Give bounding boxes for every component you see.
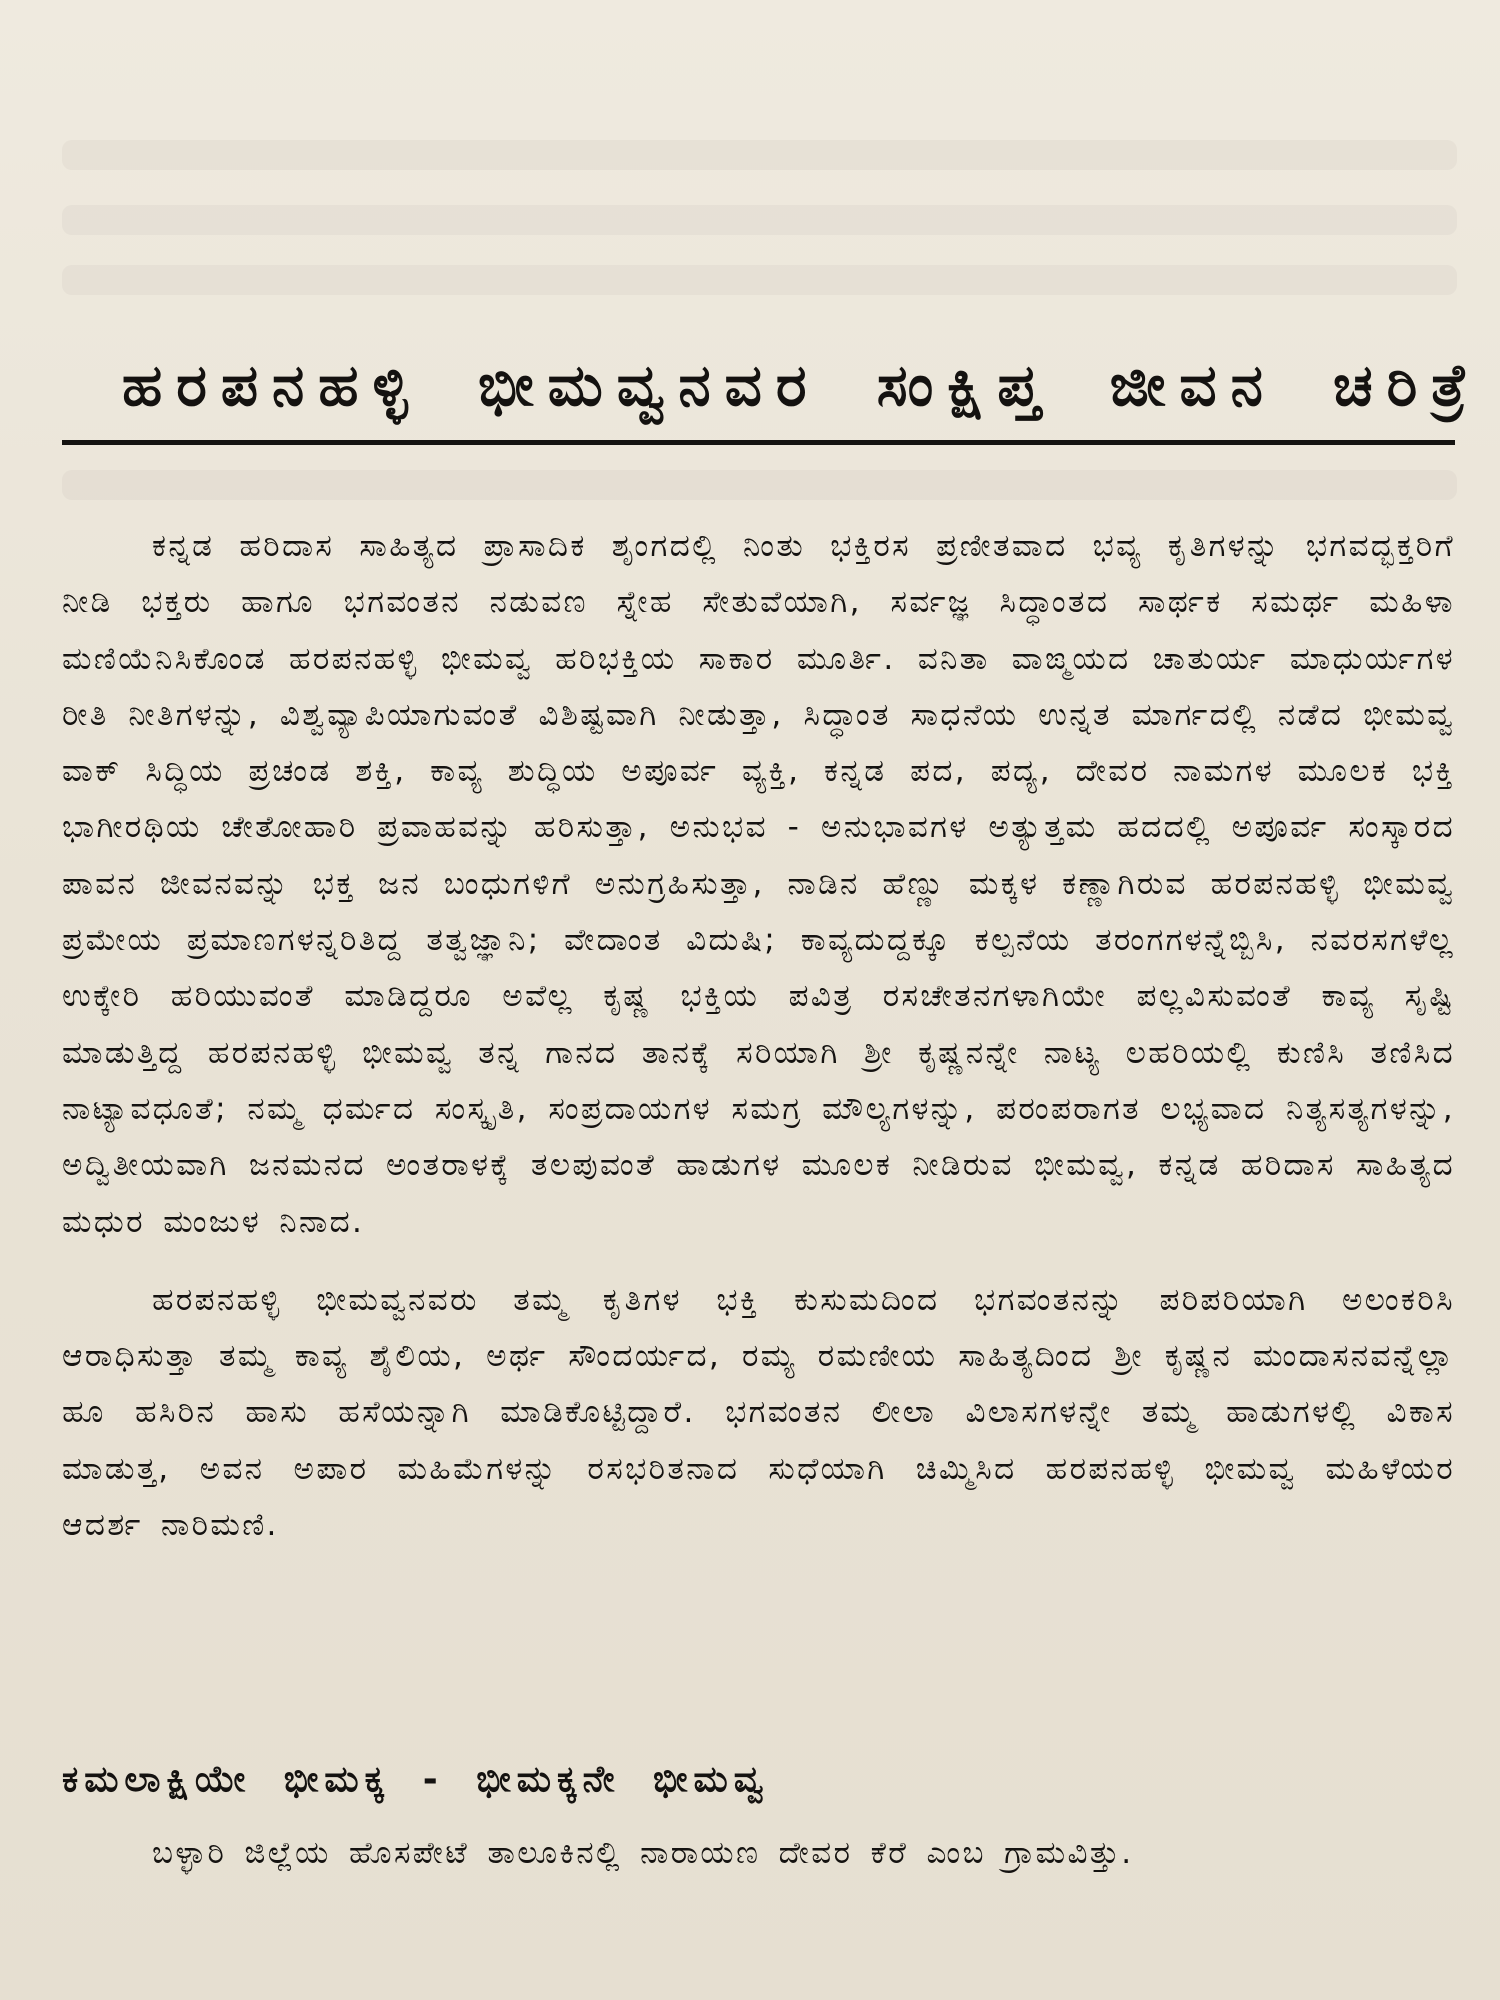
- bleed-through-band: [62, 140, 1457, 170]
- paragraph-3: ಬಳ್ಳಾರಿ ಜಿಲ್ಲೆಯ ಹೊಸಪೇಟೆ ತಾಲೂಕಿನಲ್ಲಿ ನಾರಾಯಣ ದೇವರ ಕೆರೆ ಎಂಬ ಗ್ರಾಮವಿತ್ತು.: [152, 1835, 1134, 1871]
- paragraph-2: ಹರಪನಹಳ್ಳಿ ಭೀಮವ್ವನವರು ತಮ್ಮ ಕೃತಿಗಳ ಭಕ್ತಿ ಕುಸುಮದಿಂದ ಭಗವಂತನನ್ನು ಪರಿಪರಿಯಾಗಿ ಅಲಂಕರಿಸಿ ಆರಾಧಿಸುತ್ತಾ ತಮ್ಮ ಕಾವ್ಯ ಶೈಲಿಯ, ಅರ್ಥ ಸೌಂದರ್ಯದ, ರಮ್ಯ ರಮಣೀಯ ಸಾಹಿತ್ಯದಿಂದ ಶ್ರೀ ಕೃಷ್ಣನ ಮಂದಾಸನವನ್ನೆಲ್ಲಾ ಹೂ ಹಸಿರಿನ ಹಾಸು ಹಸೆಯನ್ನಾಗಿ ಮಾಡಿಕೊಟ್ಟಿದ್ದಾರೆ. ಭಗವಂತನ ಲೀಲಾ ವಿಲಾಸಗಳನ್ನೇ ತಮ್ಮ ಹಾಡುಗಳಲ್ಲಿ ವಿಕಾಸ ಮಾಡುತ್ತ, ಅವನ ಅಪಾರ ಮಹಿಮೆಗಳನ್ನು ರಸಭರಿತನಾದ ಸುಧೆಯಾಗಿ ಚಿಮ್ಮಿಸಿದ ಹರಪನಹಳ್ಳಿ ಭೀಮವ್ವ ಮಹಿಳೆಯರ ಆದರ್ಶ ನಾರಿಮಣಿ.: [62, 1281, 1455, 1544]
- paragraph-1: ಕನ್ನಡ ಹರಿದಾಸ ಸಾಹಿತ್ಯದ ಪ್ರಾಸಾದಿಕ ಶೃಂಗದಲ್ಲಿ ನಿಂತು ಭಕ್ತಿರಸ ಪ್ರಣೀತವಾದ ಭವ್ಯ ಕೃತಿಗಳನ್ನು ಭಗವದ್ಭಕ್ತರಿಗೆ ನೀಡಿ ಭಕ್ತರು ಹಾಗೂ ಭಗವಂತನ ನಡುವಣ ಸ್ನೇಹ ಸೇತುವೆಯಾಗಿ, ಸರ್ವಜ್ಞ ಸಿದ್ಧಾಂತದ ಸಾರ್ಥಕ ಸಮರ್ಥ ಮಹಿಳಾ ಮಣಿಯೆನಿಸಿಕೊಂಡ ಹರಪನಹಳ್ಳಿ ಭೀಮವ್ವ ಹರಿಭಕ್ತಿಯ ಸಾಕಾರ ಮೂರ್ತಿ. ವನಿತಾ ವಾಙ್ಮಯದ ಚಾತುರ್ಯ ಮಾಧುರ್ಯಗಳ ರೀತಿ ನೀತಿಗಳನ್ನು, ವಿಶ್ವವ್ಯಾಪಿಯಾಗುವಂತೆ ವಿಶಿಷ್ಟವಾಗಿ ನೀಡುತ್ತಾ, ಸಿದ್ಧಾಂತ ಸಾಧನೆಯ ಉನ್ನತ ಮಾರ್ಗದಲ್ಲಿ ನಡೆದ ಭೀಮವ್ವ ವಾಕ್ ಸಿದ್ಧಿಯ ಪ್ರಚಂಡ ಶಕ್ತಿ, ಕಾವ್ಯ ಶುದ್ಧಿಯ ಅಪೂರ್ವ ವ್ಯಕ್ತಿ, ಕನ್ನಡ ಪದ, ಪದ್ಯ, ದೇವರ ನಾಮಗಳ ಮೂಲಕ ಭಕ್ತಿ ಭಾಗೀರಥಿಯ ಚೇತೋಹಾರಿ ಪ್ರವಾಹವನ್ನು ಹರಿಸುತ್ತಾ, ಅನುಭವ - ಅನುಭಾವಗಳ ಅತ್ಯುತ್ತಮ ಹದದಲ್ಲಿ ಅಪೂರ್ವ ಸಂಸ್ಕಾರದ ಪಾವನ ಜೀವನವನ್ನು ಭಕ್ತ ಜನ ಬಂಧುಗಳಿಗೆ ಅನುಗ್ರಹಿಸುತ್ತಾ, ನಾಡಿನ ಹೆಣ್ಣು ಮಕ್ಕಳ ಕಣ್ಣಾಗಿರುವ ಹರಪನಹಳ್ಳಿ ಭೀಮವ್ವ ಪ್ರಮೇಯ ಪ್ರಮಾಣಗಳನ್ನರಿತಿದ್ದ ತತ್ವಜ್ಞಾನಿ; ವೇದಾಂತ ವಿದುಷಿ; ಕಾವ್ಯದುದ್ದಕ್ಕೂ ಕಲ್ಪನೆಯ ತರಂಗಗಳನ್ನೆಬ್ಬಿಸಿ, ನವರಸಗಳೆಲ್ಲ ಉಕ್ಕೇರಿ ಹರಿಯುವಂತೆ ಮಾಡಿದ್ದರೂ ಅವೆಲ್ಲ ಕೃಷ್ಣ ಭಕ್ತಿಯ ಪವಿತ್ರ ರಸಚೇತನಗಳಾಗಿಯೇ ಪಲ್ಲವಿಸುವಂತೆ ಕಾವ್ಯ ಸೃಷ್ಟಿ ಮಾಡುತ್ತಿದ್ದ ಹರಪನಹಳ್ಳಿ ಭೀಮವ್ವ ತನ್ನ ಗಾನದ ತಾನಕ್ಕೆ ಸರಿಯಾಗಿ ಶ್ರೀ ಕೃಷ್ಣನನ್ನೇ ನಾಟ್ಯ ಲಹರಿಯಲ್ಲಿ ಕುಣಿಸಿ ತಣಿಸಿದ ನಾಟ್ಯಾವಧೂತೆ; ನಮ್ಮ ಧರ್ಮದ ಸಂಸ್ಕೃತಿ, ಸಂಪ್ರದಾಯಗಳ ಸಮಗ್ರ ಮೌಲ್ಯಗಳನ್ನು, ಪರಂಪರಾಗತ ಲಭ್ಯವಾದ ನಿತ್ಯಸತ್ಯಗಳನ್ನು, ಅದ್ವಿತೀಯವಾಗಿ ಜನಮನದ ಅಂತರಾಳಕ್ಕೆ ತಲಪುವಂತೆ ಹಾಡುಗಳ ಮೂಲಕ ನೀಡಿರುವ ಭೀಮವ್ವ, ಕನ್ನಡ ಹರಿದಾಸ ಸಾಹಿತ್ಯದ ಮಧುರ ಮಂಜುಳ ನಿನಾದ.: [62, 528, 1455, 1240]
- document-page: [62, 0, 1481, 2000]
- bleed-through-band: [62, 205, 1457, 235]
- body-text: [62, 518, 1455, 1553]
- bleed-through-band: [62, 470, 1457, 500]
- bleed-through-band: [62, 265, 1457, 295]
- title-divider: [62, 440, 1455, 445]
- page-title: ಹರಪನಹಳ್ಳಿ ಭೀಮವ್ವನವರ ಸಂಕ್ಷಿಪ್ತ ಜೀವನ ಚರಿತ್ರೆ: [122, 351, 1481, 419]
- section-subheading: ಕಮಲಾಕ್ಷಿಯೇ ಭೀಮಕ್ಕ - ಭೀಮಕ್ಕನೇ ಭೀಮವ್ವ: [62, 1759, 770, 1800]
